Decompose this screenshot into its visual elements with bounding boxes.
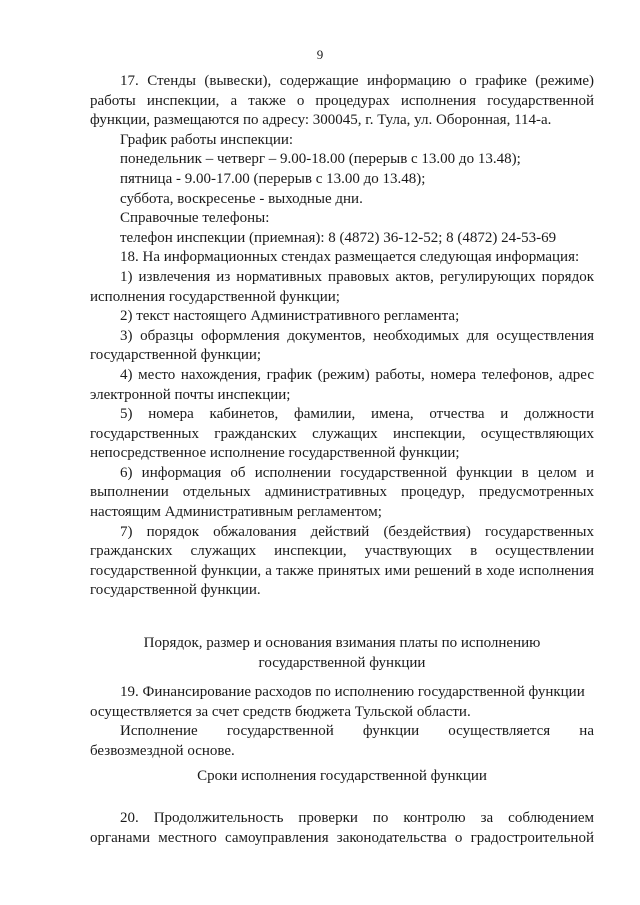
text-line: непосредственное исполнение государственной функции; [90, 445, 460, 462]
text-line: График работы инспекции: [120, 131, 294, 148]
section-19 [90, 683, 594, 761]
text-line: 19. Финансирование расходов по исполнению государственной функции [120, 684, 585, 700]
terms-heading [90, 767, 594, 787]
text-line: государственной функции, а также принятых ими решений в ходе исполнения [90, 562, 594, 579]
text-line: осуществляется за счет средств бюджета Тульской области. [90, 703, 471, 720]
fee-heading [90, 634, 594, 673]
text-line: 6) информация об исполнении государственной функции в целом и [120, 464, 594, 481]
text-line: исполнения государственной функции; [90, 288, 340, 305]
text-line: Исполнение государственной функции осуществляется на [120, 723, 594, 740]
text-line: государственной функции; [90, 347, 262, 364]
text-line: телефон инспекции (приемная): 8 (4872) 36-12-52; 8 (4872) 24-53-69 [120, 229, 557, 246]
section-20 [90, 809, 594, 848]
text-line: безвозмездной основе. [90, 742, 235, 759]
text-line: 2) текст настоящего Административного регламента; [120, 308, 460, 325]
text-line: гражданских служащих инспекции, участвующих в осуществлении [90, 543, 594, 560]
heading-line: государственной функции [258, 654, 426, 671]
text-line: 17. Стенды (вывески), содержащие информацию о графике (режиме) [120, 73, 594, 89]
text-line: государственной функции. [90, 582, 261, 599]
text-line: 5) номера кабинетов, фамилии, имена, отчества и должности [120, 406, 594, 423]
text-line: 1) извлечения из нормативных правовых актов, регулирующих порядок [120, 268, 594, 285]
text-line: 4) место нахождения, график (режим) работы, номера телефонов, адрес [120, 366, 594, 383]
text-line: органами местного самоуправления законодательства о градостроительной [90, 829, 594, 846]
text-line: понедельник – четверг – 9.00-18.00 (перерыв с 13.00 до 13.48); [120, 151, 521, 168]
page-number: 9 [316, 47, 324, 62]
heading-line: Порядок, размер и основания взимания платы по исполнению [143, 635, 541, 651]
text-line: государственных гражданских служащих инспекции, осуществляющих [90, 425, 594, 442]
text-line: пятница - 9.00-17.00 (перерыв с 13.00 до 13.48); [120, 170, 426, 187]
text-line: суббота, воскресенье - выходные дни. [120, 190, 363, 207]
text-line: электронной почты инспекции; [90, 386, 291, 403]
text-line: 20. Продолжительность проверки по контролю за соблюдением [120, 810, 594, 826]
text-line: Справочные телефоны: [120, 210, 270, 227]
text-line: 18. На информационных стендах размещается следующая информация: [120, 249, 580, 266]
text-line: настоящим Административным регламентом; [90, 504, 382, 521]
text-line: функции, размещаются по адресу: 300045, г. Тула, ул. Оборонная, 114-а. [90, 112, 552, 129]
text-line: выполнении отдельных административных процедур, предусмотренных [90, 484, 594, 501]
text-line: 7) порядок обжалования действий (бездействия) государственных [120, 523, 594, 540]
text-line: 3) образцы оформления документов, необходимых для осуществления [120, 327, 594, 344]
section-17-18 [90, 72, 594, 601]
heading-line: Сроки исполнения государственной функции [197, 768, 487, 784]
text-line: работы инспекции, а также о процедурах исполнения государственной [90, 92, 594, 109]
